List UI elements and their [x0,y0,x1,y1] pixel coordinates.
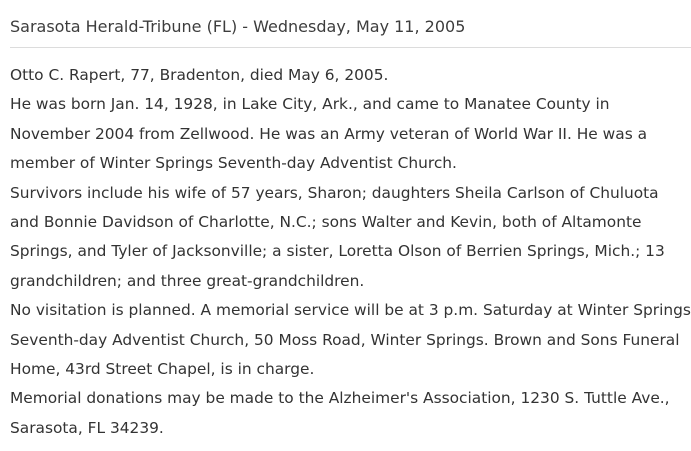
source-header: Sarasota Herald-Tribune (FL) - Wednesday, May 11, 2005 [10,17,466,36]
header-divider [10,47,691,48]
obituary-body [10,61,691,443]
paragraph-services: No visitation is planned. A memorial service will be at 3 p.m. Saturday at Winter Springs Seventh-day Adventist Church, 50 Moss Road, Winter Springs. Brown and Sons Funeral Home, 43rd Street Chapel, is in charge. [10,301,691,379]
paragraph-death-notice: Otto C. Rapert, 77, Bradenton, died May 6, 2005. [10,66,389,84]
paragraph-donations: Memorial donations may be made to the Alzheimer's Association, 1230 S. Tuttle Ave., Sarasota, FL 34239. [10,389,670,437]
paragraph-survivors: Survivors include his wife of 57 years, Sharon; daughters Sheila Carlson of Chuluota and Bonnie Davidson of Charlotte, N.C.; sons Walter and Kevin, both of Altamonte Springs, and Tyler of Jacksonville; a sister, Loretta Olson of Berrien Springs, Mich.; 13 grandchildren; and three great-grandchildren. [10,183,665,290]
paragraph-biography: He was born Jan. 14, 1928, in Lake City, Ark., and came to Manatee County in November 2004 from Zellwood. He was an Army veteran of World War II. He was a member of Winter Springs Seventh-day Adventist Church. [10,95,648,173]
